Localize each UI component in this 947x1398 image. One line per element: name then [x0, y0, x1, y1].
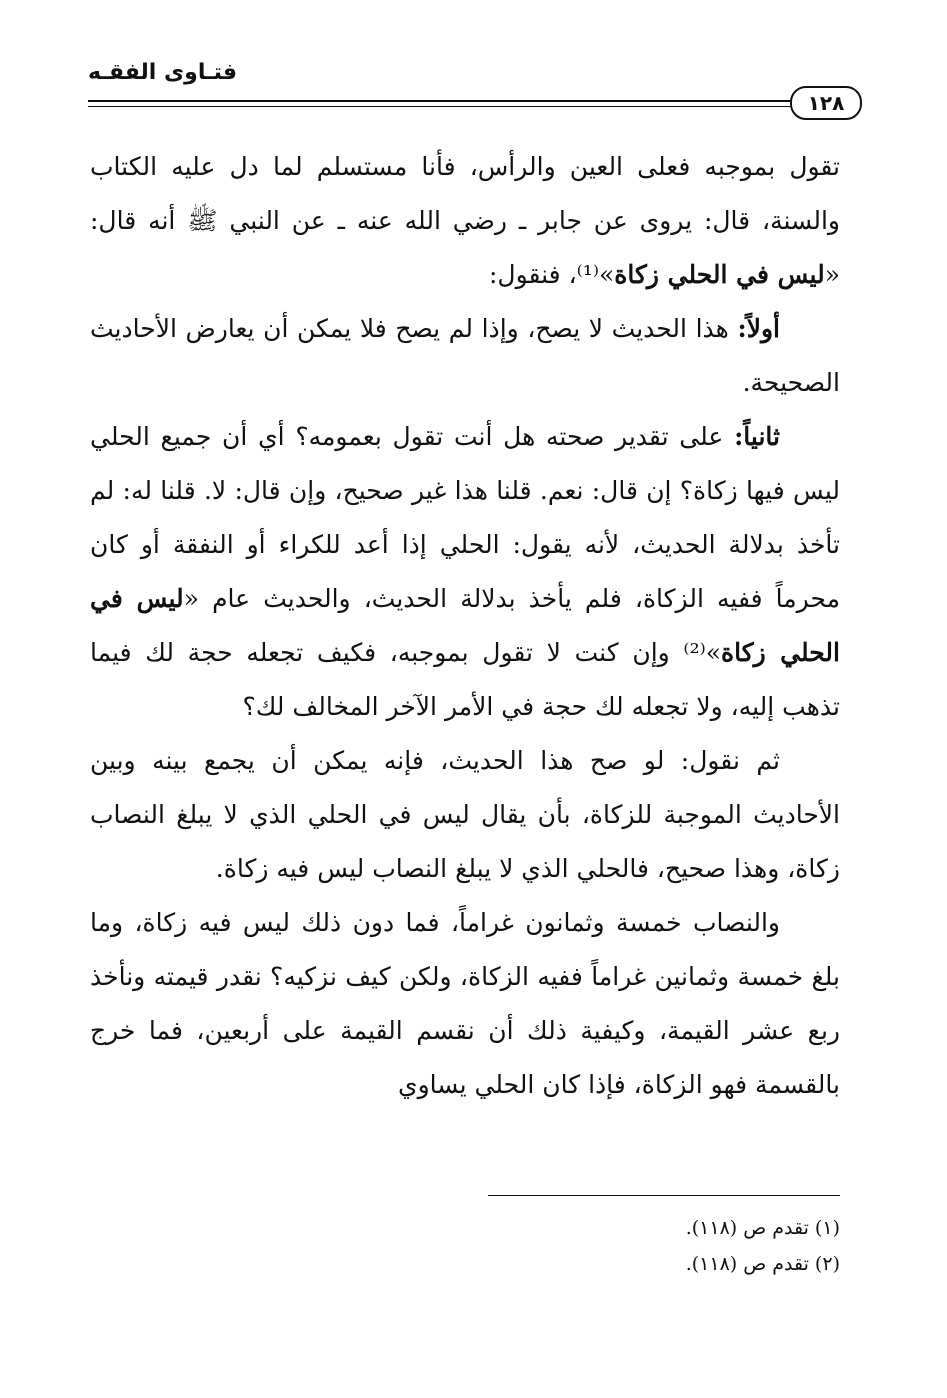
paragraph-1	[90, 140, 840, 302]
paragraph-1-text-a: تقول بموجبه فعلى العين والرأس، فأنا مستسلم لما دل عليه الكتاب والسنة، قال: يروى عن جابر ـ رضي الله عنه ـ عن النبي ﷺ أنه قال: «	[90, 152, 840, 289]
footnote-ref-2: »⁽²⁾	[683, 638, 722, 667]
paragraph-1-text-b: ، فنقول:	[488, 260, 577, 289]
paragraph-3	[90, 410, 840, 734]
footnotes	[488, 1210, 840, 1282]
main-text	[90, 140, 840, 1112]
paragraph-3-lead: ثانياً:	[734, 422, 780, 451]
hadith-quote-2: ليس في الحلي زكاة	[90, 584, 840, 667]
paragraph-2-lead: أولاً:	[737, 314, 780, 343]
paragraph-3-text-a: على تقدير صحته هل أنت تقول بعمومه؟ أي أن جميع الحلي ليس فيها زكاة؟ إن قال: نعم. قلنا هذا غير صحيح، وإن قال: لا. قلنا له: لم تأخذ بدلالة الحديث، لأنه يقول: الحلي إذا أعد للكراء أو النفقة أو كان محرماً ففيه الزكاة، فلم يأخذ بدلالة الحديث، والحديث عام «	[90, 422, 840, 613]
paragraph-3-text-b: وإن كنت لا تقول بموجبه، فكيف تجعله حجة لك فيما تذهب إليه، ولا تجعله لك حجة في الأمر الآخر المخالف لك؟	[90, 638, 840, 721]
footnote-2: (٢) تقدم ص (١١٨).	[685, 1253, 840, 1275]
paragraph-2	[90, 302, 840, 410]
header-rule-thin	[88, 106, 793, 107]
header-rule	[88, 100, 793, 102]
running-header-title: فتـاوى الفقـه	[88, 60, 237, 85]
footnote-rule	[488, 1195, 840, 1196]
paragraph-4: ثم نقول: لو صح هذا الحديث، فإنه يمكن أن يجمع بينه وبين الأحاديث الموجبة للزكاة، بأن يقال ليس في الحلي الذي لا يبلغ النصاب زكاة، وهذا صحيح، فالحلي الذي لا يبلغ النصاب ليس فيه زكاة.	[90, 746, 840, 883]
page-number: ١٢٨	[790, 86, 862, 120]
hadith-quote-1: ليس في الحلي زكاة	[614, 260, 825, 289]
paragraph-5: والنصاب خمسة وثمانون غراماً، فما دون ذلك ليس فيه زكاة، وما بلغ خمسة وثمانين غراماً ففيه الزكاة، ولكن كيف نزكيه؟ نقدر قيمته ونأخذ ربع عشر القيمة، وكيفية ذلك أن نقسم القيمة على أربعين، فما خرج بالقسمة فهو الزكاة، فإذا كان الحلي يساوي	[90, 908, 840, 1099]
footnote-1: (١) تقدم ص (١١٨).	[685, 1217, 840, 1239]
footnote-ref-1: »⁽¹⁾	[576, 260, 615, 289]
paragraph-2-text: هذا الحديث لا يصح، وإذا لم يصح فلا يمكن أن يعارض الأحاديث الصحيحة.	[90, 314, 840, 397]
